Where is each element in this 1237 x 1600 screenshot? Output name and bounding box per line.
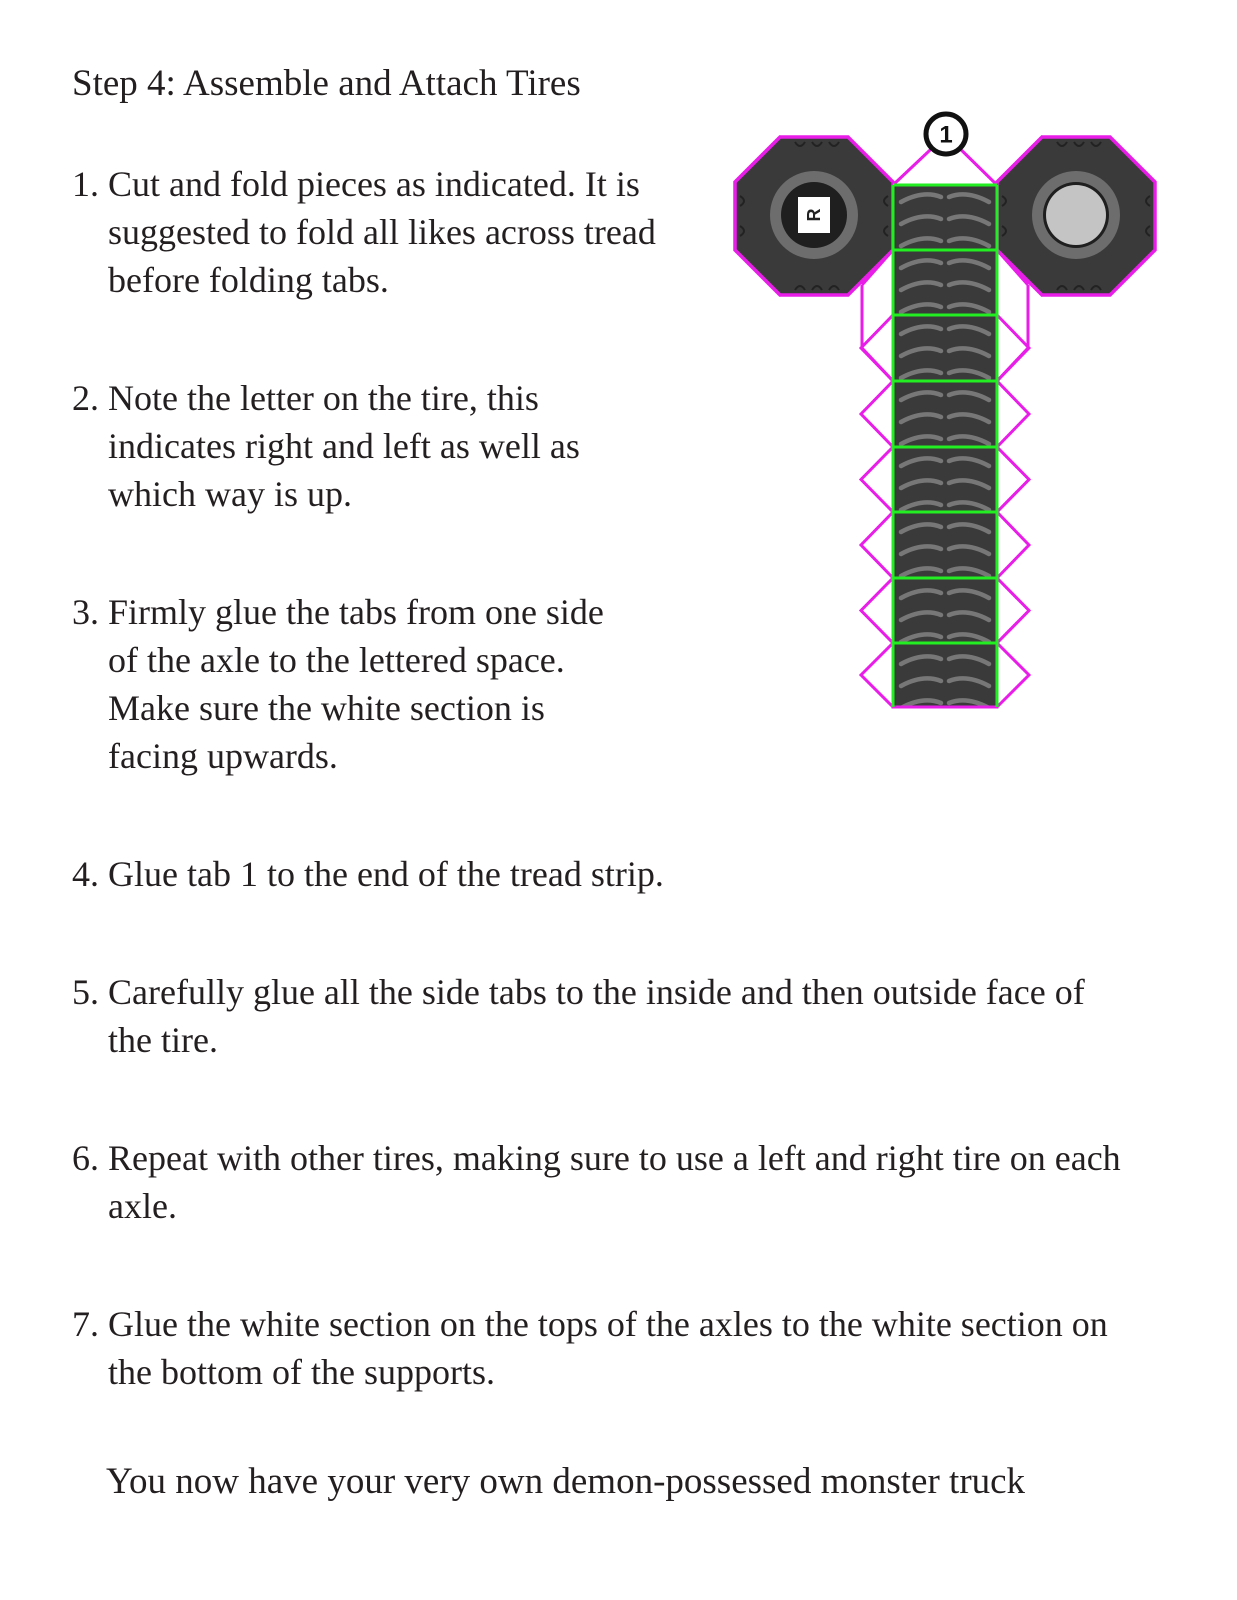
side-tab [861, 578, 893, 643]
step-text: Firmly glue the tabs from one side of the axle to the lettered space. Make sure the white section is facing upwards. [108, 592, 604, 776]
side-tab [997, 578, 1029, 643]
left-tire [735, 137, 893, 295]
side-tab [997, 512, 1029, 578]
side-tab [997, 381, 1029, 447]
step-5 [72, 968, 1132, 1064]
step-number: 3. [72, 592, 99, 632]
step-4 [72, 850, 872, 898]
step-6 [72, 1134, 1132, 1230]
page-title: Step 4: Assemble and Attach Tires [72, 63, 581, 104]
side-tabs-left [861, 285, 893, 707]
step-number: 7. [72, 1304, 99, 1344]
tread-strip [893, 185, 997, 707]
step-text: Glue tab 1 to the end of the tread strip. [108, 854, 664, 894]
step-number: 2. [72, 378, 99, 418]
tire-letter: R [804, 208, 824, 222]
side-tab [997, 447, 1029, 512]
step-text: Glue the white section on the tops of the axles to the white section on the bottom of the supports. [108, 1304, 1108, 1392]
side-tabs-right [997, 285, 1029, 707]
step-number: 4. [72, 854, 99, 894]
step-7 [72, 1300, 1132, 1396]
step-number: 1. [72, 164, 99, 204]
side-tab [861, 447, 893, 512]
tab-number: 1 [939, 121, 953, 149]
step-2 [72, 374, 672, 518]
step-text: Cut and fold pieces as indicated. It is suggested to fold all likes across tread before folding tabs. [108, 164, 656, 300]
right-tire [997, 137, 1155, 295]
side-tab [861, 381, 893, 447]
step-text: Carefully glue all the side tabs to the inside and then outside face of the tire. [108, 972, 1085, 1060]
side-tab [997, 643, 1029, 707]
step-1 [72, 160, 672, 304]
step-text: Repeat with other tires, making sure to use a left and right tire on each axle. [108, 1138, 1121, 1226]
step-number: 6. [72, 1138, 99, 1178]
step-number: 5. [72, 972, 99, 1012]
step-3 [72, 588, 632, 780]
tire-template-diagram [725, 105, 1165, 717]
tab-1-marker [926, 114, 966, 154]
side-tab [861, 643, 893, 707]
side-tab [861, 315, 893, 381]
hub-circle [1046, 185, 1106, 245]
side-tab [861, 512, 893, 578]
closing-line: You now have your very own demon-possessed monster truck [106, 1461, 1026, 1502]
side-tab [997, 315, 1029, 381]
step-text: Note the letter on the tire, this indicates right and left as well as which way is up. [108, 378, 580, 514]
